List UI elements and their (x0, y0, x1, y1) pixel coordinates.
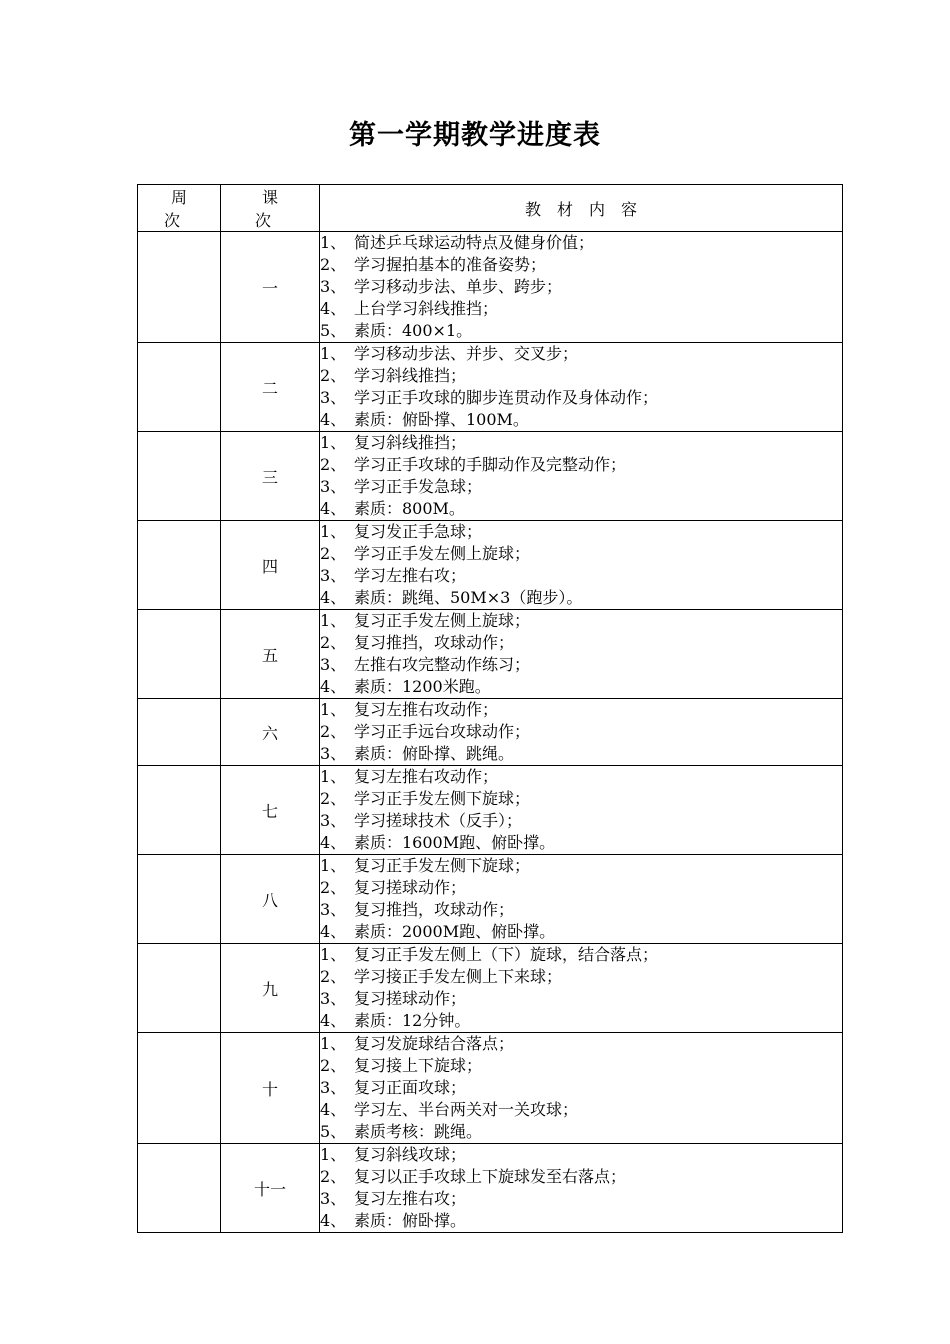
item-number: 2、 (320, 455, 347, 474)
list-item (320, 832, 842, 854)
list-item (320, 1010, 842, 1032)
table-row (138, 855, 843, 944)
item-number: 2、 (320, 722, 347, 741)
item-text: 学习正手攻球的脚步连贯动作及身体动作； (354, 388, 659, 407)
item-text: 复习推挡，攻球动作； (354, 633, 515, 652)
content-cell (320, 343, 843, 432)
item-number: 4、 (320, 677, 347, 696)
item-number: 1、 (320, 433, 347, 452)
item-text: 复习正手发左侧下旋球； (354, 856, 531, 875)
item-number: 3、 (320, 900, 347, 919)
list-item (320, 409, 842, 431)
list-item (320, 320, 842, 342)
item-number: 3、 (320, 1189, 347, 1208)
item-number: 4、 (320, 410, 347, 429)
table-row (138, 1033, 843, 1144)
week-cell (138, 521, 221, 610)
item-text: 复习左推右攻动作； (354, 700, 499, 719)
content-cell (320, 610, 843, 699)
item-number: 1、 (320, 522, 347, 541)
lesson-cell: 四 (221, 521, 320, 610)
table-row (138, 766, 843, 855)
item-number: 2、 (320, 544, 347, 563)
list-item (320, 988, 842, 1010)
content-cell (320, 521, 843, 610)
week-cell (138, 699, 221, 766)
item-number: 5、 (320, 1122, 347, 1141)
item-number: 1、 (320, 767, 347, 786)
item-text: 复习搓球动作； (354, 989, 467, 1008)
item-text: 复习接上下旋球； (354, 1056, 483, 1075)
item-number: 3、 (320, 811, 347, 830)
item-number: 1、 (320, 344, 347, 363)
item-number: 3、 (320, 989, 347, 1008)
item-text: 复习左推右攻； (354, 1189, 467, 1208)
header-lesson: 课 次 (221, 185, 320, 232)
week-cell (138, 766, 221, 855)
item-number: 1、 (320, 700, 347, 719)
item-text: 素质：2000M跑、俯卧撑。 (354, 922, 556, 941)
lesson-cell: 五 (221, 610, 320, 699)
item-text: 学习握拍基本的准备姿势； (354, 255, 547, 274)
table-row (138, 521, 843, 610)
item-text: 上台学习斜线推挡； (354, 299, 499, 318)
lesson-cell: 二 (221, 343, 320, 432)
content-cell (320, 432, 843, 521)
item-number: 2、 (320, 1056, 347, 1075)
item-text: 学习正手攻球的手脚动作及完整动作； (354, 455, 627, 474)
header-row (138, 185, 843, 232)
lesson-cell: 六 (221, 699, 320, 766)
item-number: 2、 (320, 967, 347, 986)
item-text: 素质：跳绳、50M×3（跑步）。 (354, 588, 583, 607)
week-cell (138, 1033, 221, 1144)
item-text: 学习正手远台攻球动作； (354, 722, 531, 741)
item-text: 复习以正手攻球上下旋球发至右落点； (354, 1167, 627, 1186)
item-number: 3、 (320, 277, 347, 296)
lesson-cell: 九 (221, 944, 320, 1033)
list-item (320, 676, 842, 698)
list-item (320, 810, 842, 832)
week-cell (138, 944, 221, 1033)
list-item (320, 766, 842, 788)
list-item (320, 855, 842, 877)
item-number: 4、 (320, 1011, 347, 1030)
item-text: 复习斜线攻球； (354, 1145, 467, 1164)
week-cell (138, 610, 221, 699)
content-cell (320, 766, 843, 855)
list-item (320, 1055, 842, 1077)
item-text: 学习左、半台两关对一关攻球； (354, 1100, 579, 1119)
item-number: 2、 (320, 255, 347, 274)
content-cell (320, 1033, 843, 1144)
table-row (138, 944, 843, 1033)
item-number: 3、 (320, 477, 347, 496)
content-cell (320, 232, 843, 343)
item-text: 学习移动步法、单步、跨步； (354, 277, 563, 296)
week-cell (138, 232, 221, 343)
list-item (320, 543, 842, 565)
item-number: 3、 (320, 566, 347, 585)
item-text: 素质：12分钟。 (354, 1011, 471, 1030)
list-item (320, 521, 842, 543)
list-item (320, 432, 842, 454)
item-number: 1、 (320, 611, 347, 630)
item-text: 复习正手发左侧上旋球； (354, 611, 531, 630)
item-text: 素质考核：跳绳。 (354, 1122, 483, 1141)
item-text: 素质：400×1。 (354, 321, 473, 340)
item-text: 复习斜线推挡； (354, 433, 467, 452)
list-item (320, 877, 842, 899)
schedule-table (137, 184, 843, 1233)
content-cell (320, 855, 843, 944)
lesson-cell: 一 (221, 232, 320, 343)
week-cell (138, 432, 221, 521)
page-title: 第一学期教学进度表 (349, 120, 601, 151)
item-number: 2、 (320, 878, 347, 897)
list-item (320, 632, 842, 654)
item-number: 4、 (320, 499, 347, 518)
item-number: 3、 (320, 388, 347, 407)
item-text: 简述乒乓球运动特点及健身价值； (354, 233, 595, 252)
lesson-cell: 八 (221, 855, 320, 944)
list-item (320, 899, 842, 921)
item-text: 素质：俯卧撑、100M。 (354, 410, 529, 429)
item-text: 学习移动步法、并步、交叉步； (354, 344, 579, 363)
item-number: 4、 (320, 1100, 347, 1119)
list-item (320, 699, 842, 721)
item-number: 2、 (320, 366, 347, 385)
header-content: 教 材 内 容 (320, 185, 843, 232)
list-item (320, 365, 842, 387)
list-item (320, 276, 842, 298)
item-text: 复习推挡，攻球动作； (354, 900, 515, 919)
item-number: 1、 (320, 233, 347, 252)
item-number: 1、 (320, 1145, 347, 1164)
lesson-cell: 七 (221, 766, 320, 855)
content-cell (320, 699, 843, 766)
list-item (320, 298, 842, 320)
item-text: 复习正面攻球； (354, 1078, 467, 1097)
header-week: 周 次 (138, 185, 221, 232)
list-item (320, 1099, 842, 1121)
lesson-cell: 三 (221, 432, 320, 521)
item-text: 复习发旋球结合落点； (354, 1034, 515, 1053)
item-number: 3、 (320, 744, 347, 763)
item-text: 复习搓球动作； (354, 878, 467, 897)
item-text: 学习正手发左侧下旋球； (354, 789, 531, 808)
list-item (320, 1077, 842, 1099)
list-item (320, 1144, 842, 1166)
item-text: 学习斜线推挡； (354, 366, 467, 385)
item-number: 3、 (320, 655, 347, 674)
list-item (320, 944, 842, 966)
item-number: 3、 (320, 1078, 347, 1097)
table-row (138, 343, 843, 432)
lesson-cell: 十一 (221, 1144, 320, 1233)
list-item (320, 1121, 842, 1143)
item-text: 复习正手发左侧上（下）旋球，结合落点； (354, 945, 659, 964)
list-item (320, 498, 842, 520)
week-cell (138, 343, 221, 432)
list-item (320, 721, 842, 743)
table-row (138, 232, 843, 343)
table-row (138, 1144, 843, 1233)
item-text: 学习左推右攻； (354, 566, 467, 585)
list-item (320, 387, 842, 409)
item-text: 素质：1200米跑。 (354, 677, 491, 696)
item-text: 学习正手发急球； (354, 477, 483, 496)
content-cell (320, 1144, 843, 1233)
week-cell (138, 1144, 221, 1233)
lesson-cell: 十 (221, 1033, 320, 1144)
item-text: 复习发正手急球； (354, 522, 483, 541)
item-number: 1、 (320, 856, 347, 875)
list-item (320, 1210, 842, 1232)
item-number: 4、 (320, 1211, 347, 1230)
item-text: 素质：俯卧撑。 (354, 1211, 467, 1230)
item-text: 学习接正手发左侧上下来球； (354, 967, 563, 986)
item-number: 1、 (320, 1034, 347, 1053)
item-number: 4、 (320, 833, 347, 852)
list-item (320, 565, 842, 587)
list-item (320, 343, 842, 365)
list-item (320, 1033, 842, 1055)
item-number: 5、 (320, 321, 347, 340)
content-cell (320, 944, 843, 1033)
table-row (138, 610, 843, 699)
table-row (138, 699, 843, 766)
week-cell (138, 855, 221, 944)
list-item (320, 454, 842, 476)
item-text: 左推右攻完整动作练习； (354, 655, 531, 674)
item-text: 复习左推右攻动作； (354, 767, 499, 786)
item-number: 2、 (320, 789, 347, 808)
item-number: 2、 (320, 633, 347, 652)
item-text: 素质：俯卧撑、跳绳。 (354, 744, 515, 763)
item-text: 素质：800M。 (354, 499, 465, 518)
list-item (320, 966, 842, 988)
list-item (320, 232, 842, 254)
list-item (320, 1166, 842, 1188)
item-number: 1、 (320, 945, 347, 964)
list-item (320, 743, 842, 765)
list-item (320, 610, 842, 632)
list-item (320, 476, 842, 498)
item-number: 4、 (320, 922, 347, 941)
list-item (320, 654, 842, 676)
item-number: 2、 (320, 1167, 347, 1186)
item-text: 素质：1600M跑、俯卧撑。 (354, 833, 556, 852)
item-number: 4、 (320, 299, 347, 318)
table-row (138, 432, 843, 521)
list-item (320, 254, 842, 276)
list-item (320, 1188, 842, 1210)
item-number: 4、 (320, 588, 347, 607)
list-item (320, 587, 842, 609)
schedule-body (138, 232, 843, 1233)
item-text: 学习搓球技术（反手）； (354, 811, 523, 830)
list-item (320, 788, 842, 810)
item-text: 学习正手发左侧上旋球； (354, 544, 531, 563)
list-item (320, 921, 842, 943)
